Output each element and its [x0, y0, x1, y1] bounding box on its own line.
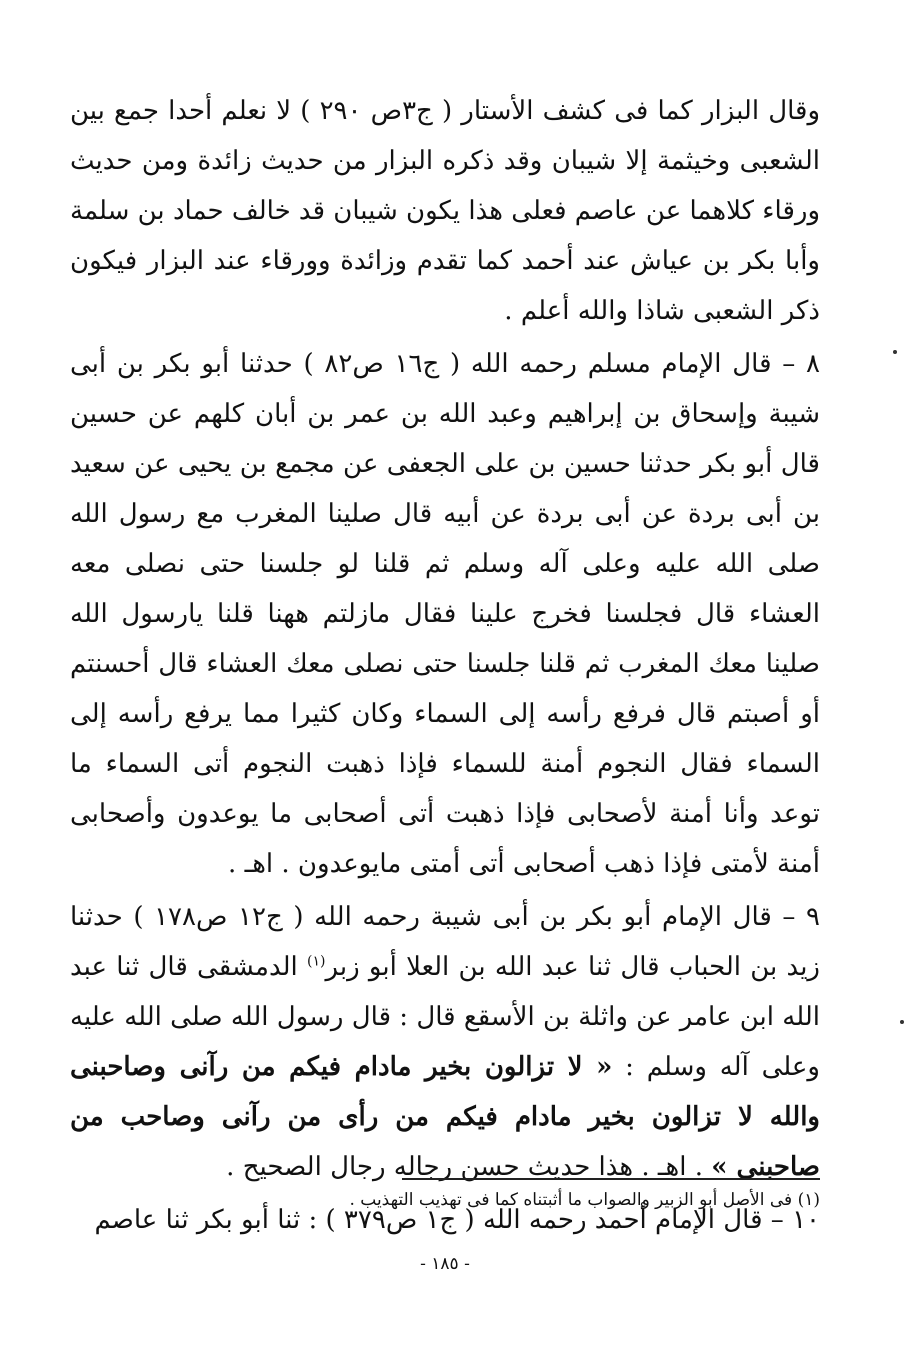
paragraph-hadith-9 — [70, 892, 820, 1192]
footnote: (١) فى الأصل أبو الزبير والصواب ما أثبتناه كما فى تهذيب التهذيب . — [349, 1190, 820, 1210]
page-number: - ١٨٥ - — [420, 1254, 470, 1274]
hadith-9-text-start: ٩ – قال الإمام أبو بكر بن أبى شيبة رحمه الله ( ج١٢ ص١٧٨ ) حدثنا زيد بن الحباب قال ثنا عبد الله بن العلا أبو زبر — [70, 902, 821, 982]
footnote-separator — [402, 1178, 820, 1180]
paragraph-hadith-8: ٨ – قال الإمام مسلم رحمه الله ( ج١٦ ص٨٢ ) حدثنا أبو بكر بن أبى شيبة وإسحاق بن إبراهيم وعبد الله بن عمر بن أبان كلهم عن حسين قال أبو بكر حدثنا حسين بن على الجعفى عن مجمع بن يحيى عن سعيد بن أبى بردة عن أبى بردة عن أبيه قال صلينا المغرب مع رسول الله صلى الله عليه وعلى آله وسلم ثم قلنا لو جلسنا حتى نصلى معه العشاء قال فجلسنا فخرج علينا فقال مازلتم ههنا قلنا يارسول الله صلينا معك المغرب ثم قلنا جلسنا حتى نصلى معك العشاء قال أحسنتم أو أصبتم قال فرفع رأسه إلى السماء وكان كثيرا مما يرفع رأسه إلى السماء فقال النجوم أمنة للسماء فإذا ذهبت النجوم أتى السماء ما توعد وأنا أمنة لأصحابى فإذا ذهبت أتى أصحابى ما يوعدون وأصحابى أمنة لأمتى فإذا ذهب أصحابى أتى أمتى مايوعدون . اهـ . — [70, 349, 821, 879]
paragraph-hadith-10: ١٠ – قال الإمام أحمد رحمه الله ( ج١ ص٣٧٩ ) : ثنا أبو بكر ثنا عاصم — [94, 1205, 820, 1235]
scan-speck — [893, 350, 897, 354]
footnote-marker: (١) — [307, 953, 326, 970]
hadith-9-text-end: . اهـ . هذا حديث حسن رجاله رجال الصحيح . — [226, 1152, 712, 1182]
paragraph-bazzar-note: وقال البزار كما فى كشف الأستار ( ج٣ص ٢٩٠ ) لا نعلم أحدا جمع بين الشعبى وخيثمة إلا شيبان وقد ذكره البزار من حديث زائدة ومن حديث ورقاء كلاهما عن عاصم فعلى هذا يكون شيبان قد خالف حماد بن سلمة وأبا بكر بن عياش عند أحمد كما تقدم وزائدة وورقاء عند البزار فيكون ذكر الشعبى شاذا والله أعلم . — [70, 96, 821, 326]
hadith-9-quote: « لا تزالون بخير مادام فيكم من رآنى وصاحبنى والله لا تزالون بخير مادام فيكم من رأى من رآنى وصاحب من صاحبنى » — [70, 1052, 820, 1182]
hadith-9-text-middle: الدمشقى قال ثنا عبد الله ابن عامر عن واثلة بن الأسقع قال : قال رسول الله صلى الله عليه وعلى آله وسلم : — [70, 952, 820, 1082]
scan-speck — [900, 1020, 904, 1024]
book-page — [70, 86, 820, 1336]
